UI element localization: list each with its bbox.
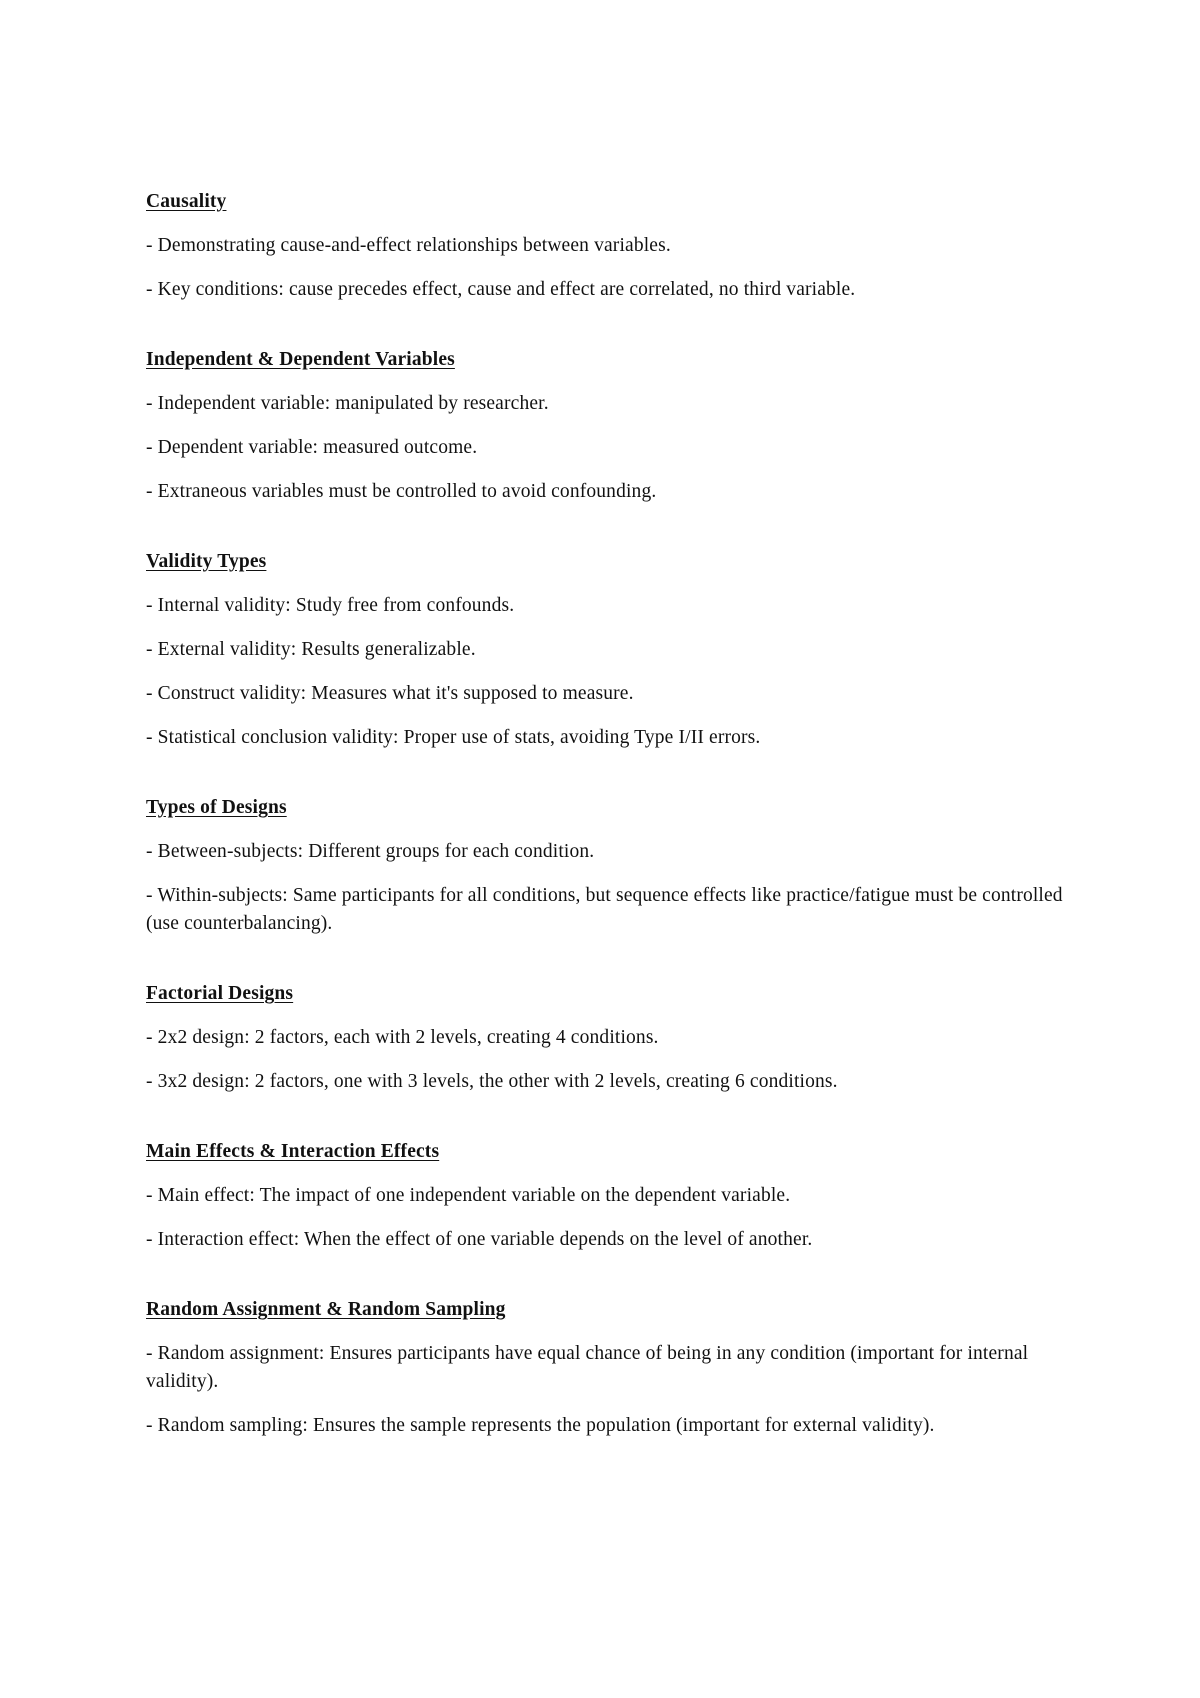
section-causality: [146, 190, 1076, 304]
bullet-line: - Demonstrating cause-and-effect relationships between variables.: [146, 235, 671, 256]
section-validity-types: [146, 550, 1076, 752]
bullet-line: - Random sampling: Ensures the sample represents the population (important for external validity).: [146, 1415, 935, 1436]
section-heading: Independent & Dependent Variables: [146, 349, 455, 370]
bullet-line: - Dependent variable: measured outcome.: [146, 437, 478, 458]
section-types-of-designs: [146, 796, 1076, 938]
bullet-line: - Within-subjects: Same participants for all conditions, but sequence effects like practice/fatigue must be controlled (use counterbalancing).: [146, 885, 1063, 934]
bullet-line: - Independent variable: manipulated by researcher.: [146, 393, 549, 414]
bullet-line: - Statistical conclusion validity: Proper use of stats, avoiding Type I/II errors.: [146, 727, 761, 748]
section-random-assignment-sampling: [146, 1298, 1076, 1440]
bullet-line: - Interaction effect: When the effect of one variable depends on the level of another.: [146, 1229, 813, 1250]
bullet-line: - Key conditions: cause precedes effect, cause and effect are correlated, no third variable.: [146, 279, 856, 300]
section-main-interaction-effects: [146, 1140, 1076, 1254]
section-heading: Random Assignment & Random Sampling: [146, 1299, 506, 1320]
bullet-line: - Random assignment: Ensures participants have equal chance of being in any condition (important for internal validity).: [146, 1343, 1029, 1392]
bullet-line: - 2x2 design: 2 factors, each with 2 levels, creating 4 conditions.: [146, 1027, 659, 1048]
section-heading: Main Effects & Interaction Effects: [146, 1141, 440, 1162]
section-heading: Types of Designs: [146, 797, 287, 818]
bullet-line: - Construct validity: Measures what it's supposed to measure.: [146, 683, 634, 704]
bullet-line: - 3x2 design: 2 factors, one with 3 levels, the other with 2 levels, creating 6 conditions.: [146, 1071, 838, 1092]
bullet-line: - Extraneous variables must be controlled to avoid confounding.: [146, 481, 657, 502]
bullet-line: - External validity: Results generalizable.: [146, 639, 476, 660]
section-heading: Factorial Designs: [146, 983, 294, 1004]
bullet-line: - Internal validity: Study free from confounds.: [146, 595, 515, 616]
section-variables: [146, 348, 1076, 506]
bullet-line: - Between-subjects: Different groups for each condition.: [146, 841, 595, 862]
bullet-line: - Main effect: The impact of one independent variable on the dependent variable.: [146, 1185, 791, 1206]
section-factorial-designs: [146, 982, 1076, 1096]
document-page: [146, 190, 1076, 1484]
section-heading: Validity Types: [146, 551, 267, 572]
section-heading: Causality: [146, 191, 227, 212]
